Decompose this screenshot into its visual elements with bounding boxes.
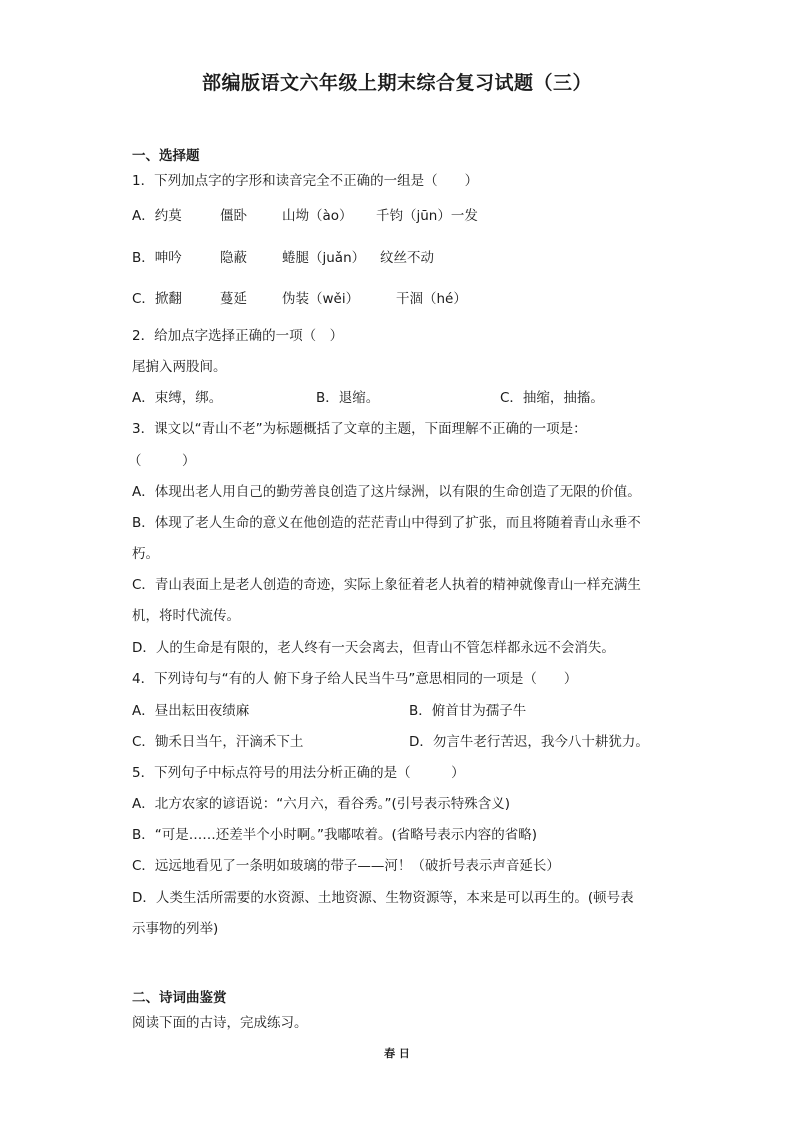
q1-a-item-1: A．约莫 bbox=[132, 208, 182, 224]
q4-stem: 4．下列诗句与“有的人 俯下身子给人民当牛马”意思相同的一项是（ ） bbox=[132, 671, 578, 687]
q1-c-item-2: 蔓延 bbox=[220, 291, 247, 307]
q2-option-a: A．束缚，绑。 bbox=[132, 390, 223, 406]
q1-a-item-2: 僵卧 bbox=[220, 208, 247, 224]
q3-line-3: 朽。 bbox=[132, 546, 159, 562]
page-title: 部编版语文六年级上期末综合复习试题（三） bbox=[201, 72, 592, 94]
section-1-heading: 一、选择题 bbox=[132, 148, 200, 164]
q2-option-b: B．退缩。 bbox=[316, 390, 380, 406]
q3-stem: 3．课文以“青山不老”为标题概括了文章的主题，下面理解不正确的一项是： bbox=[132, 421, 587, 437]
q1-c-item-1: C．掀翻 bbox=[132, 291, 182, 307]
section-2-intro: 阅读下面的古诗，完成练习。 bbox=[132, 1015, 308, 1031]
q3-line-2: B．体现了老人生命的意义在他创造的茫茫青山中得到了扩张，而且将随着青山永垂不 bbox=[132, 515, 641, 531]
q5-line-5: 示事物的列举) bbox=[132, 921, 219, 937]
q4-option-b: B．俯首甘为孺子牛 bbox=[409, 703, 527, 719]
q1-a-item-4: 千钧（jūn）一发 bbox=[376, 208, 478, 224]
q5-line-4: D．人类生活所需要的水资源、土地资源、生物资源等，本来是可以再生的。(顿号表 bbox=[132, 890, 634, 906]
q2-option-c: C．抽缩，抽搐。 bbox=[500, 390, 604, 406]
q3-line-1: A．体现出老人用自己的勤劳善良创造了这片绿洲，以有限的生命创造了无限的价值。 bbox=[132, 484, 641, 500]
q4-option-a: A．昼出耘田夜绩麻 bbox=[132, 703, 250, 719]
q1-c-item-3: 伪装（wěi） bbox=[282, 291, 360, 307]
q5-stem: 5．下列句子中标点符号的用法分析正确的是（ ） bbox=[132, 765, 465, 781]
q1-b-item-2: 隐蔽 bbox=[220, 250, 247, 266]
q1-stem: 1．下列加点字的字形和读音完全不正确的一组是（ ） bbox=[132, 173, 479, 189]
q5-line-1: A．北方农家的谚语说：“六月六，看谷秀。”(引号表示特殊含义) bbox=[132, 796, 511, 812]
q1-b-item-1: B．呻吟 bbox=[132, 250, 182, 266]
q2-sentence: 尾掮入两股间。 bbox=[132, 359, 227, 375]
q1-b-item-4: 纹丝不动 bbox=[380, 250, 434, 266]
q3-blank: （ ） bbox=[128, 453, 196, 469]
q4-option-c: C．锄禾日当午，汗滴禾下土 bbox=[132, 734, 304, 750]
q1-a-item-3: 山坳（ào） bbox=[282, 208, 353, 224]
q3-line-6: D．人的生命是有限的，老人终有一天会离去，但青山不管怎样都永远不会消失。 bbox=[132, 640, 615, 656]
poem-title-footer: 春 日 bbox=[384, 1047, 410, 1060]
q1-c-item-4: 干涸（hé） bbox=[396, 291, 467, 307]
q2-stem: 2．给加点字选择正确的一项（ ） bbox=[132, 328, 344, 344]
section-2-heading: 二、诗词曲鉴赏 bbox=[132, 990, 227, 1006]
q4-option-d: D．勿言牛老行苦迟，我今八十耕犹力。 bbox=[409, 734, 649, 750]
q3-line-4: C．青山表面上是老人创造的奇迹，实际上象征着老人执着的精神就像青山一样充满生 bbox=[132, 577, 641, 593]
q1-b-item-3: 蜷腿（juǎn） bbox=[282, 250, 366, 266]
q3-line-5: 机，将时代流传。 bbox=[132, 608, 240, 624]
q5-line-3: C．远远地看见了一条明如玻璃的带子——河！（破折号表示声音延长） bbox=[132, 858, 560, 874]
q5-line-2: B．“可是……还差半个小时啊。”我嘟哝着。(省略号表示内容的省略) bbox=[132, 827, 538, 843]
